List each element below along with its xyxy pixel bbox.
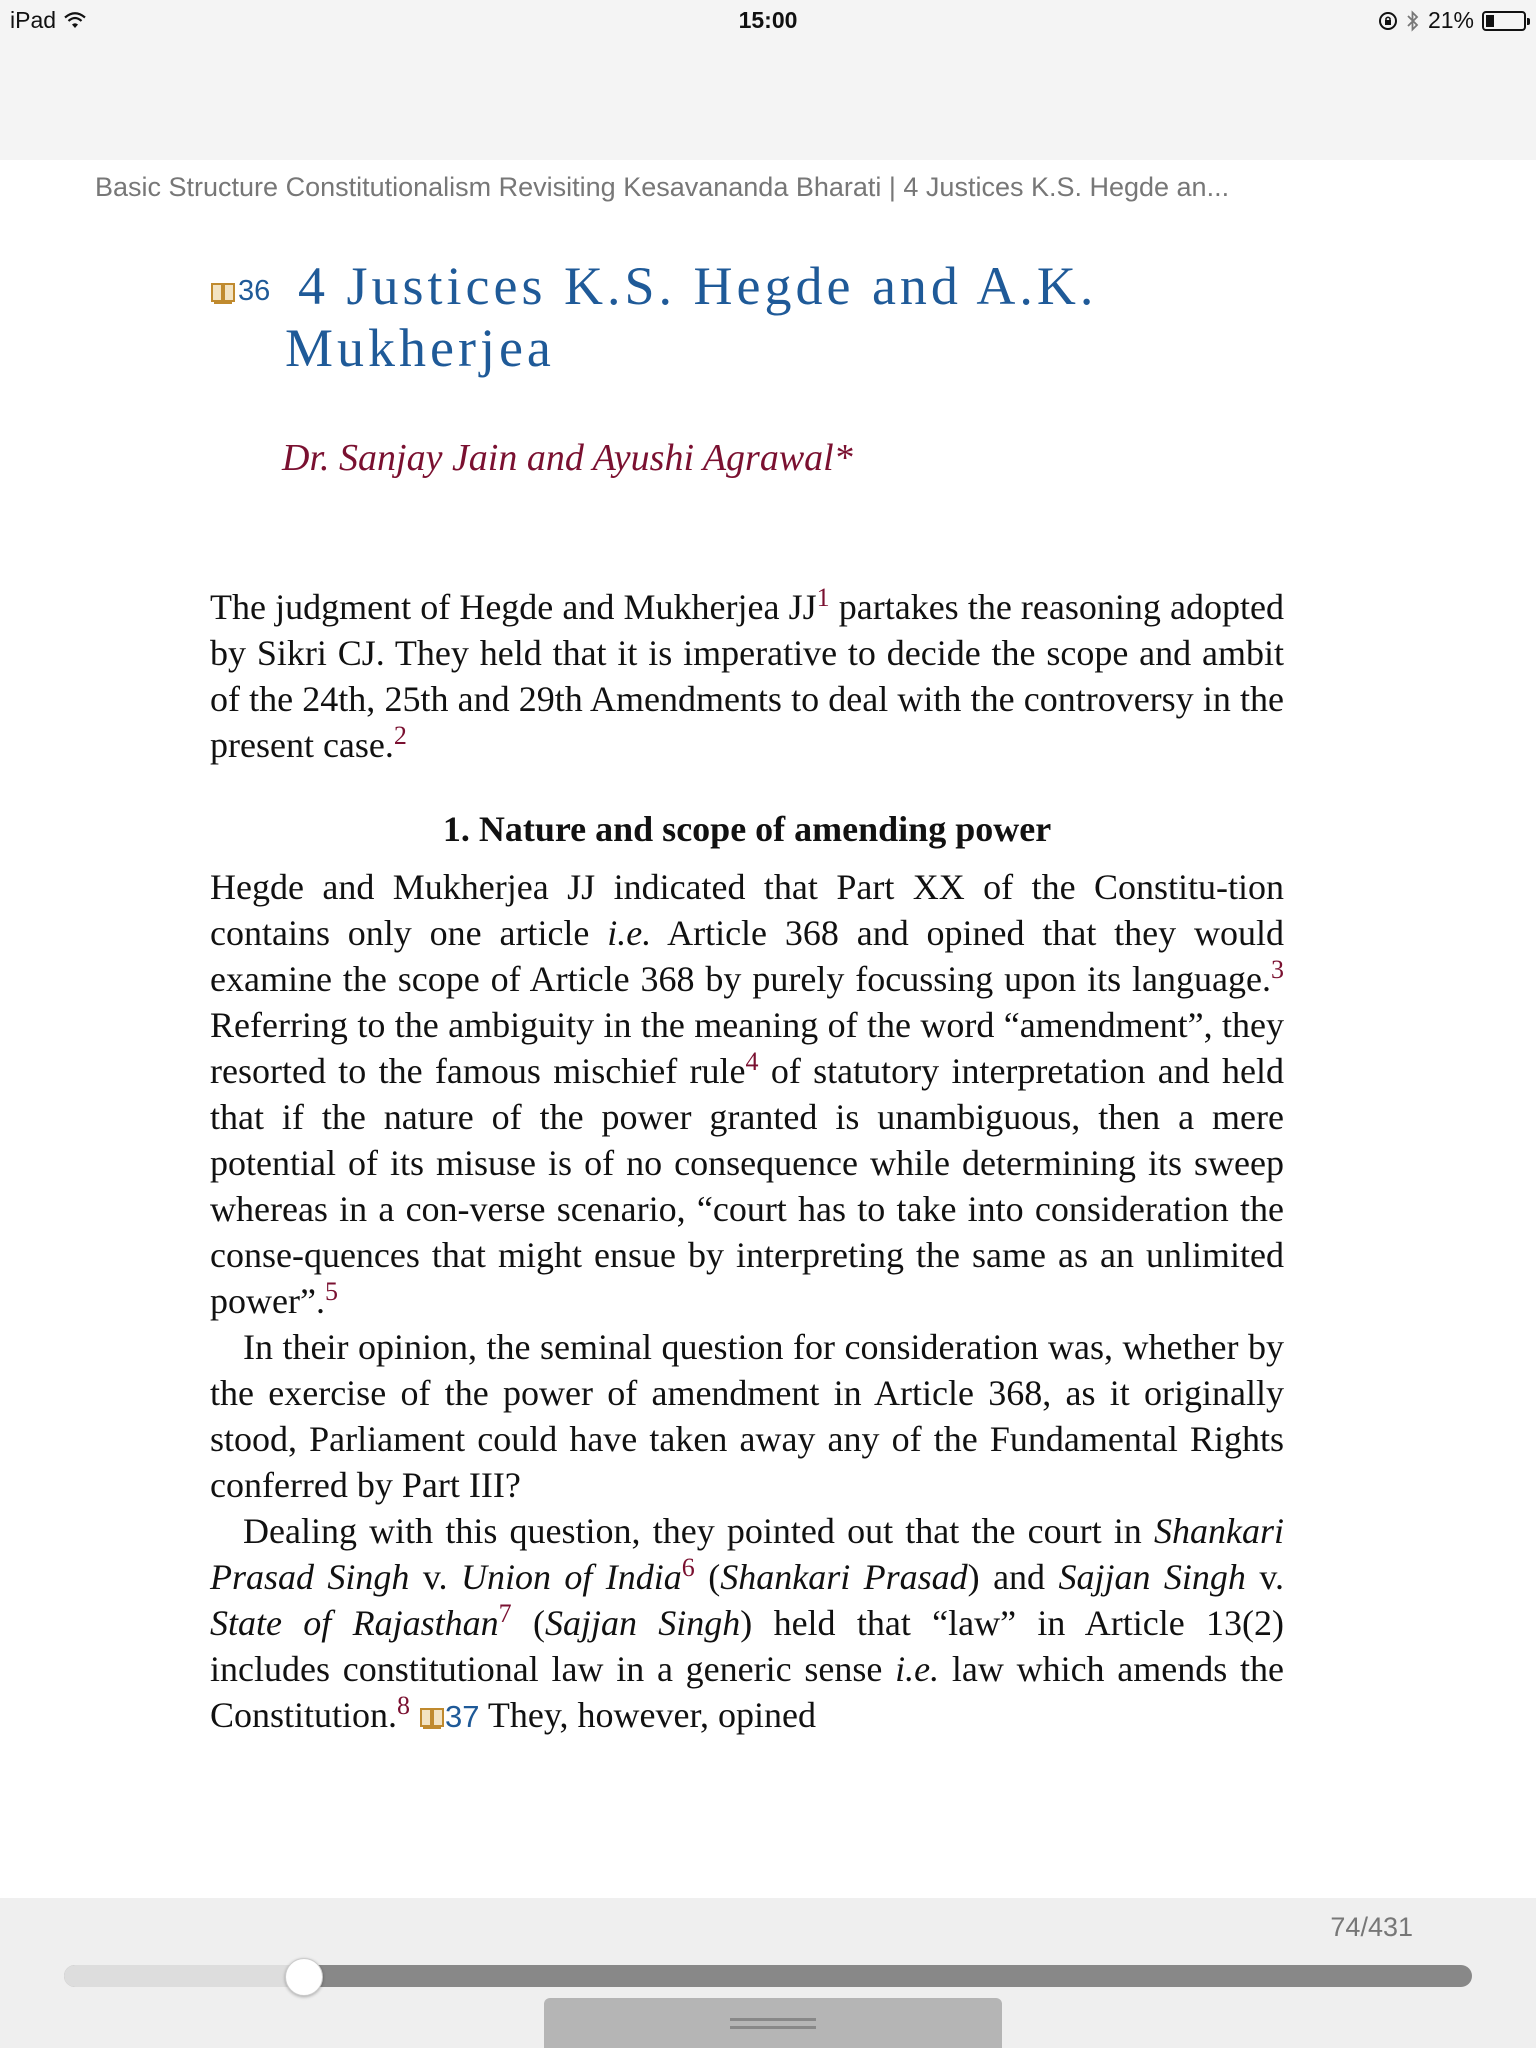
inline-page-number: 37 [445,1699,480,1734]
chapter-title-line1: 4 Justices K.S. Hegde and A.K. [298,256,1098,316]
device-name: iPad [10,7,57,33]
paragraph-1 [210,584,1284,768]
footnote-ref-4[interactable]: 4 [745,1047,759,1076]
case-name-2: Sajjan Singh [1058,1557,1246,1597]
chapter-title-line2: Mukherjea [285,318,555,378]
grip-line [730,2026,816,2029]
para2-text-a: Hegde and Mukherjea JJ indicated that Part XX of the Constitu-tion contains only one article [210,867,1284,953]
page-reference-number: 36 [238,275,271,307]
para4-v1: v. [409,1557,461,1597]
progress-slider-read [64,1965,303,1987]
footnote-ref-1[interactable]: 1 [816,583,830,612]
para4-open2: ( [511,1603,545,1643]
para2-ie: i.e. [607,913,652,953]
case-name-1: Shankari Prasad Singh [210,1511,1284,1597]
book-page-icon [210,280,236,304]
inline-page-reference[interactable] [419,1699,479,1734]
running-header[interactable]: Basic Structure Constitutionalism Revisiting Kesavananda Bharati | 4 Justices K.S. Hegde an... [95,172,1230,202]
para4-ie: i.e. [895,1649,940,1689]
bottom-scrubber-bar [0,1898,1536,2048]
para2-text-d: of statutory interpretation and held that if the nature of the power granted is unambiguous, then a mere potential of its misuse is of no consequence while determining its sweep whereas in a con-verse scenario, “court has to take into consideration the conse-quences that might ensue by interpreting the same as an unlimited power”. [210,1051,1284,1321]
case-name-2b: State of Rajasthan [210,1603,499,1643]
footnote-ref-7[interactable]: 7 [498,1599,512,1628]
para4-open1: ( [694,1557,721,1597]
footnote-ref-6[interactable]: 6 [681,1553,695,1582]
drawer-handle[interactable] [544,1998,1002,2048]
battery-percent: 21% [1427,7,1474,33]
progress-slider[interactable] [64,1965,1472,1987]
para4-close2: ) held that “law” in Article 13(2) includes constitutional law in a generic sense [210,1603,1284,1689]
para1-text-a: The judgment of Hegde and Mukherjea JJ [210,587,817,627]
chapter-authors: Dr. Sanjay Jain and Ayushi Agrawal* [282,437,853,479]
footnote-ref-5[interactable]: 5 [324,1277,338,1306]
paragraph-2 [210,864,1284,1740]
grip-line [730,2018,816,2021]
footnote-ref-3[interactable]: 3 [1271,955,1284,984]
para4-text-a: Dealing with this question, they pointed out that the court in [243,1511,1154,1551]
para4-close1: ) and [967,1557,1059,1597]
footnote-ref-2[interactable]: 2 [393,721,407,750]
book-page-icon [419,1705,445,1729]
status-bar [0,0,1536,42]
progress-slider-thumb[interactable] [285,1958,323,1996]
chapter-title-block [210,255,1310,379]
battery-icon [1482,11,1526,31]
paragraph-4 [210,1508,1284,1740]
chapter-title [210,255,1310,379]
case-short-2: Sajjan Singh [544,1603,741,1643]
section-heading: 1. Nature and scope of amending power [442,809,1052,849]
status-right [1378,7,1526,34]
footnote-ref-8[interactable]: 8 [397,1691,411,1720]
page-reference[interactable] [210,275,270,308]
para4-v2: v. [1245,1557,1285,1597]
para4-text-b: law which amends the Constitution. [210,1649,1285,1735]
case-name-1b: Union of India [460,1557,682,1597]
rotation-lock-icon [1378,11,1398,31]
para4-text-c: They, however, opined [479,1695,816,1735]
page-count: 74/431 [1330,1912,1413,1942]
case-short-1: Shankari Prasad [720,1557,968,1597]
status-time: 15:00 [738,7,798,33]
bluetooth-icon [1406,10,1420,32]
para1-text-b: partakes the reasoning adopted by Sikri CJ. They held that it is imperative to decide the scope and ambit of the 24th, 25th and 29th Amendments to deal with the controversy in the present case. [210,587,1284,765]
para2-text-b: Article 368 and opined that they would examine the scope of Article 368 by purely focussing upon its language. [210,913,1284,999]
paragraph-3: In their opinion, the seminal question for consideration was, whether by the exercise of the power of amendment in Article 368, as it originally stood, Parliament could have taken away any of the Fundamental Rights conferred by Part III? [210,1327,1284,1505]
para2-text-c: Referring to the ambiguity in the meaning of the word “amendment”, they resorted to the famous mischief rule [210,1005,1284,1091]
